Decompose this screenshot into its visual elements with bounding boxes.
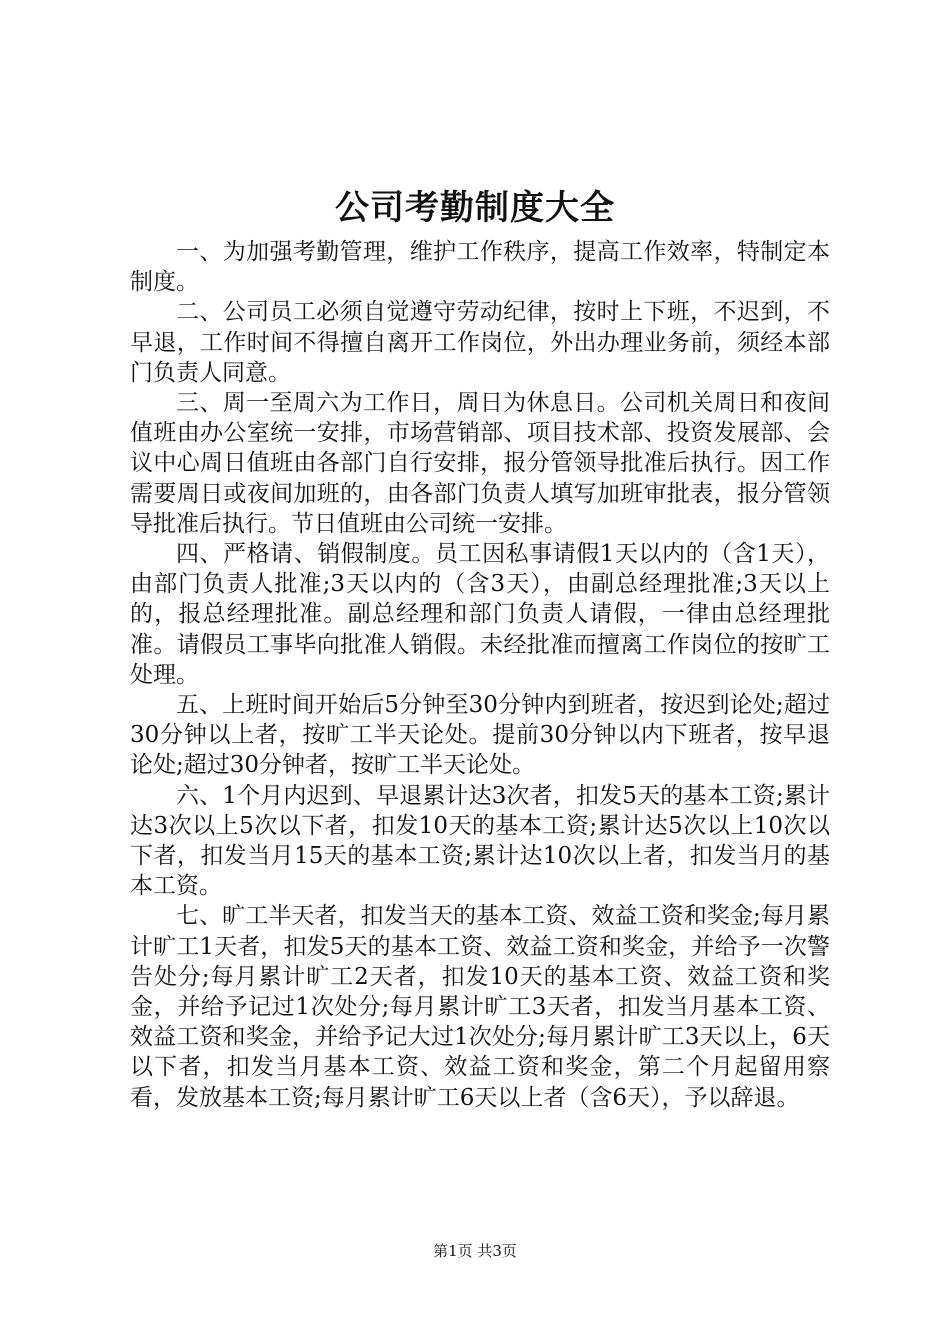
paragraph-3: 三、周一至周六为工作日，周日为休息日。公司机关周日和夜间值班由办公室统一安排，市场营销部、项目技术部、投资发展部、会议中心周日值班由各部门自行安排，报分管领导批准后执行。因工作需要周日或夜间加班的，由各部门负责人填写加班审批表，报分管领导批准后执行。节日值班由公司统一安排。 [130, 390, 830, 537]
paragraph-7: 七、旷工半天者，扣发当天的基本工资、效益工资和奖金;每月累计旷工1天者，扣发5天的基本工资、效益工资和奖金，并给予一次警告处分;每月累计旷工2天者，扣发10天的基本工资、效益工资和奖金，并给予记过1次处分;每月累计旷工3天者，扣发当月基本工资、效益工资和奖金，并给予记大过1次处分;每月累计旷工3天以上，6天以下者，扣发当月基本工资、效益工资和奖金，第二个月起留用察看，发放基本工资;每月累计旷工6天以上者（含6天），予以辞退。 [130, 903, 830, 1111]
document-body [130, 237, 830, 1113]
paragraph-1: 一、为加强考勤管理，维护工作秩序，提高工作效率，特制定本制度。 [130, 239, 830, 296]
paragraph-5: 五、上班时间开始后5分钟至30分钟内到班者，按迟到论处;超过30分钟以上者，按旷工半天论处。提前30分钟以内下班者，按早退论处;超过30分钟者，按旷工半天论处。 [130, 692, 830, 779]
paragraph-6: 六、1个月内迟到、早退累计达3次者，扣发5天的基本工资;累计达3次以上5次以下者，扣发10天的基本工资;累计达5次以上10次以下者，扣发当月15天的基本工资;累计达10次以上者，扣发当月的基本工资。 [130, 782, 830, 900]
document-title: 公司考勤制度大全 [335, 188, 615, 228]
paragraph-4: 四、严格请、销假制度。员工因私事请假1天以内的（含1天），由部门负责人批准;3天以内的（含3天），由副总经理批准;3天以上的，报总经理批准。副总经理和部门负责人请假，一律由总经理批准。请假员工事毕向批准人销假。未经批准而擅离工作岗位的按旷工处理。 [130, 541, 830, 688]
paragraph-2: 二、公司员工必须自觉遵守劳动纪律，按时上下班，不迟到，不早退，工作时间不得擅自离开工作岗位，外出办理业务前，须经本部门负责人同意。 [130, 299, 830, 386]
page-number-footer: 第1页 共3页 [433, 1242, 517, 1260]
